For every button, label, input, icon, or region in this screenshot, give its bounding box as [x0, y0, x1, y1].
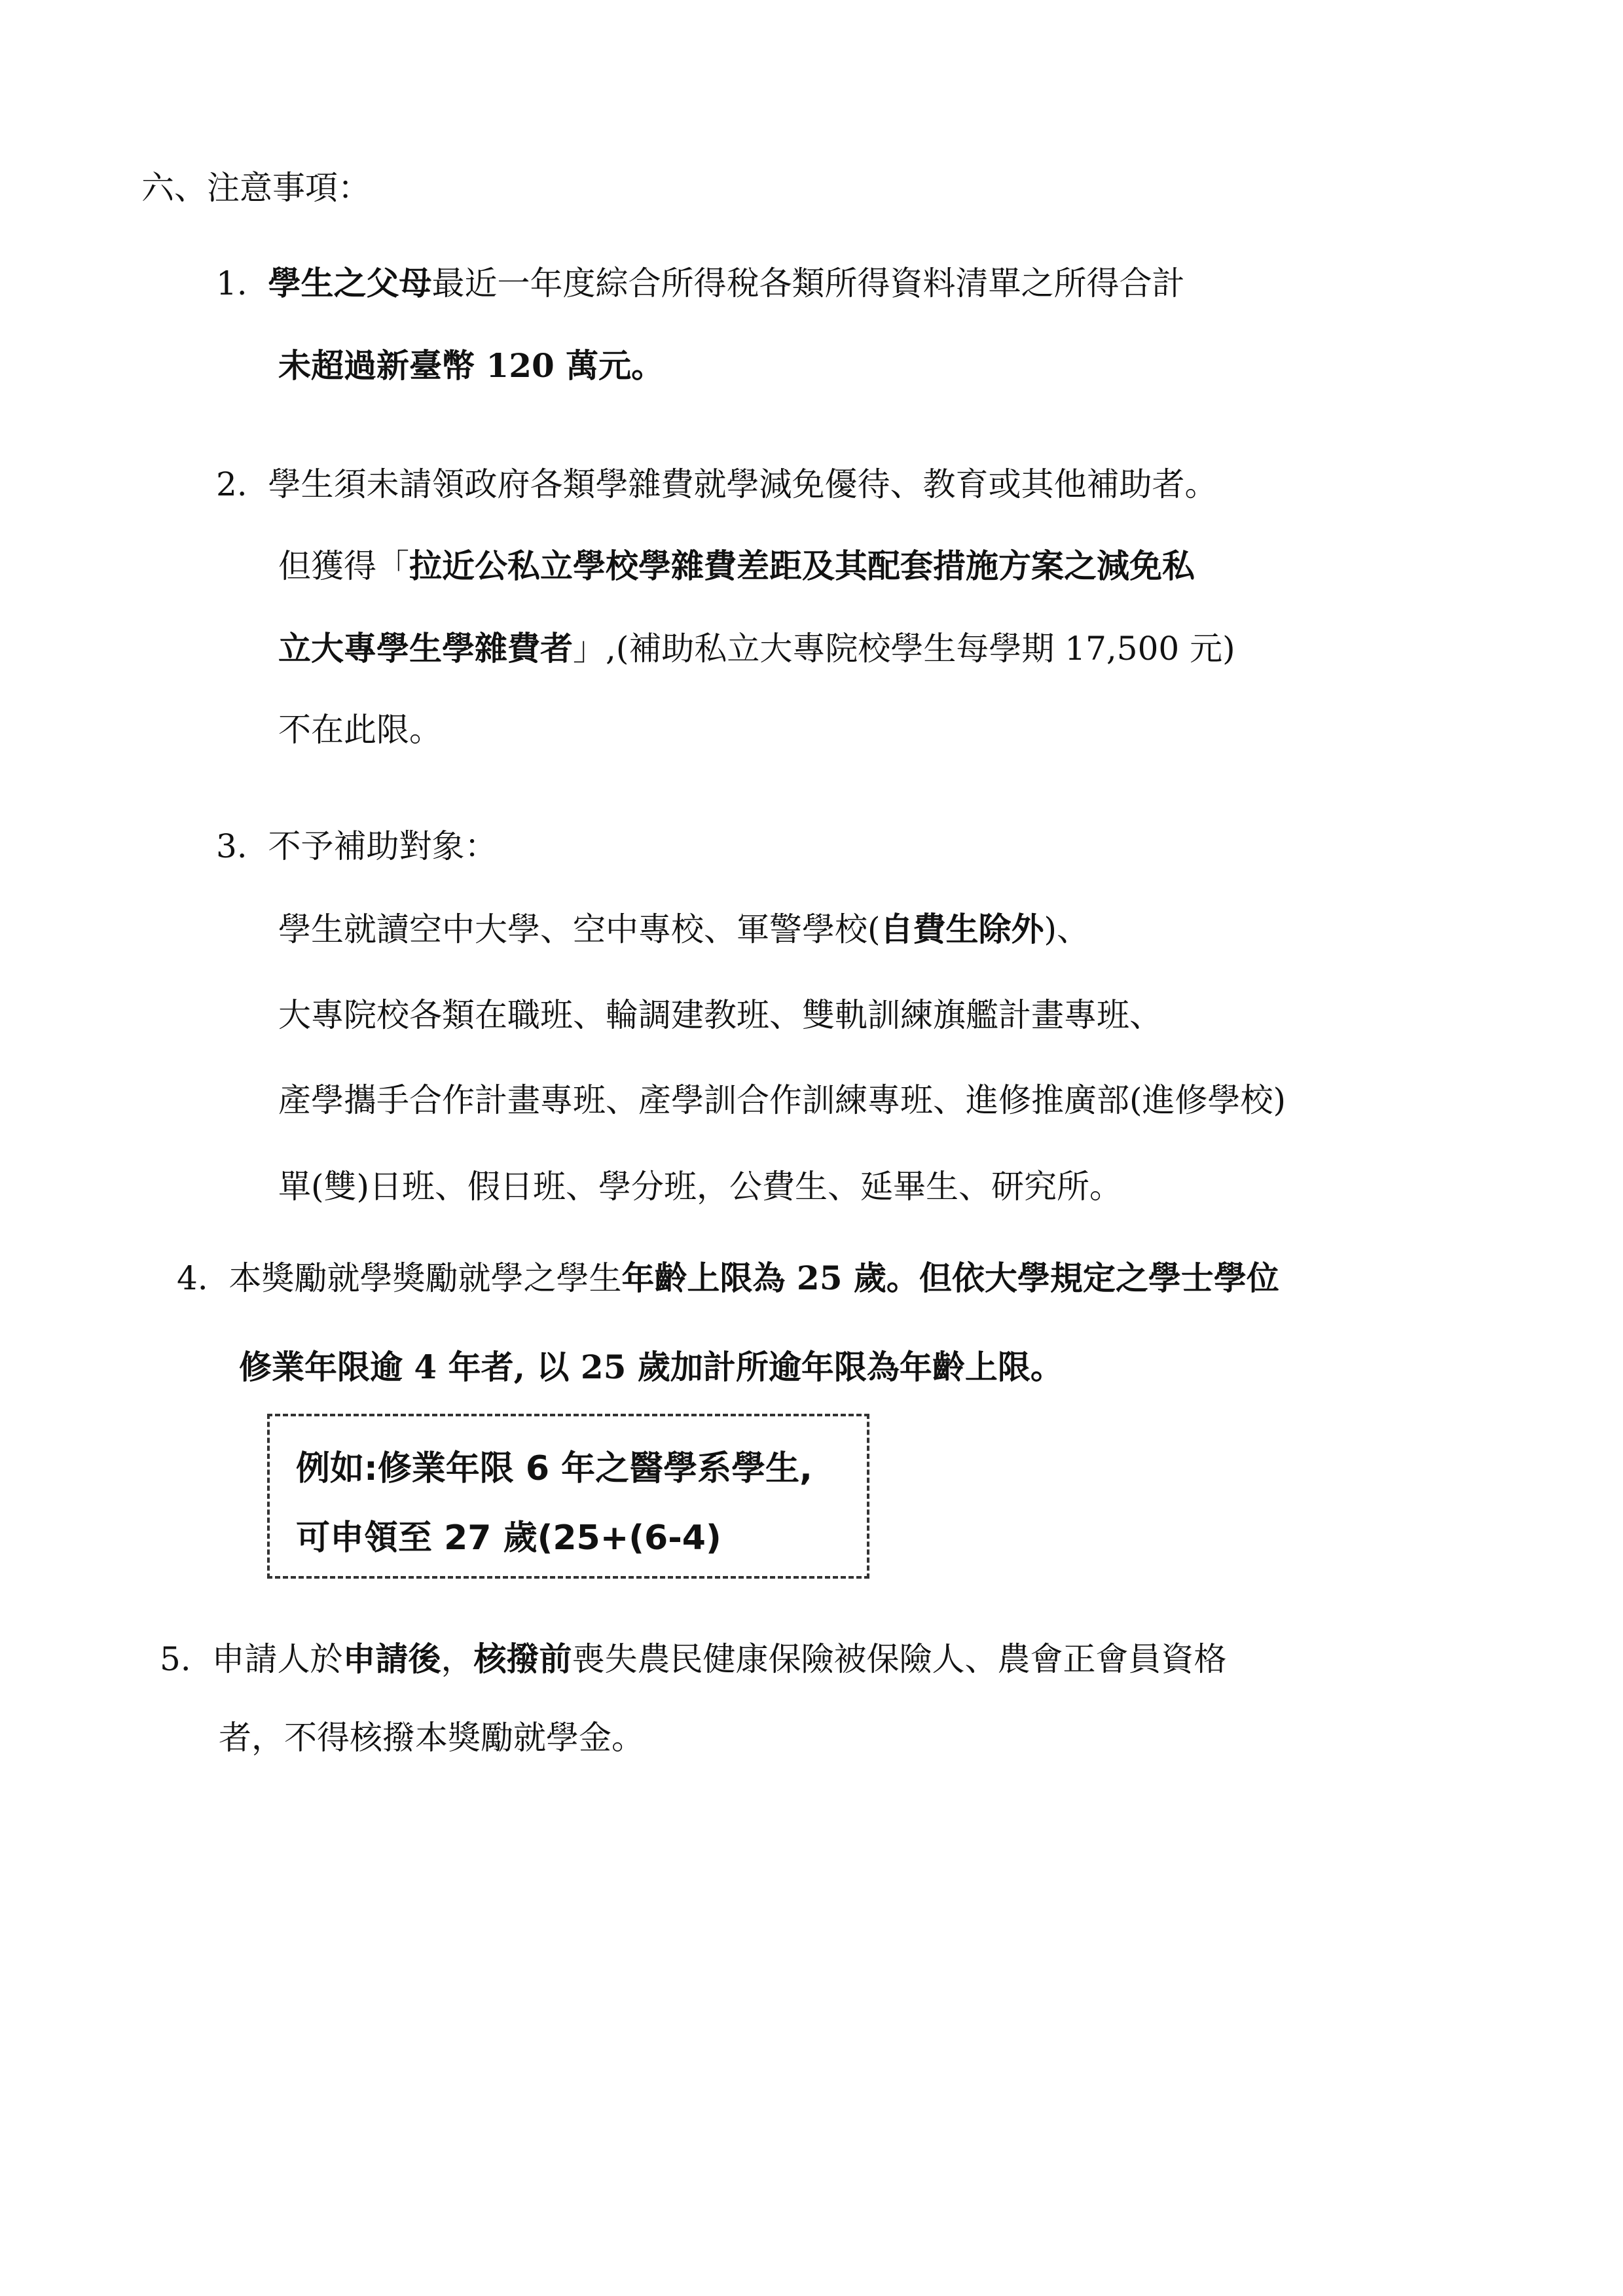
item-5-text: 申請人於	[211, 1640, 343, 1678]
item-5-line-2: 者，不得核撥本獎勵就學金。	[219, 1719, 644, 1757]
item-3-text: 學生就讀空中大學、空中專校、軍警學校(	[278, 910, 881, 948]
item-3-line-1	[216, 827, 498, 865]
item-number: 4.	[177, 1259, 208, 1297]
item-3-bold-text: 自費生除外	[880, 910, 1044, 948]
section-heading: 六、注意事項：	[141, 169, 371, 207]
item-2-bold-text: 拉近公私立學校學雜費差距及其配套措施方案之減免私	[409, 547, 1195, 585]
item-2-line-1	[216, 465, 1218, 503]
example-line-1: 例如:修業年限 6 年之醫學系學生,	[296, 1449, 812, 1488]
item-3-text: )、	[1044, 910, 1090, 948]
item-2-text: 」,(補助私立大專院校學生每學期 17,500 元)	[573, 630, 1235, 668]
item-3-text: 不予補助對象：	[268, 827, 498, 865]
item-2-text: 但獲得「	[278, 547, 409, 585]
item-number: 2.	[216, 465, 247, 503]
item-2-line-2	[278, 547, 1195, 585]
item-number: 1.	[216, 264, 247, 302]
item-5-text: ，	[441, 1640, 474, 1678]
item-number: 5.	[160, 1640, 191, 1678]
item-5-bold-text: 核撥前	[473, 1640, 572, 1678]
item-4-text: 本獎勵就學獎勵就學之學生	[228, 1259, 622, 1297]
item-1-text: 最近一年度綜合所得稅各類所得資料清單之所得合計	[431, 264, 1185, 302]
item-2-line-4: 不在此限。	[278, 711, 442, 749]
item-3-line-4: 產學攜手合作計畫專班、產學訓合作訓練專班、進修推廣部(進修學校)	[278, 1081, 1286, 1119]
item-1-line-1	[216, 264, 1185, 302]
item-3-line-5: 單(雙)日班、假日班、學分班，公費生、延畢生、研究所。	[278, 1168, 1123, 1206]
item-2-text: 學生須未請領政府各類學雜費就學減免優待、教育或其他補助者。	[268, 465, 1218, 503]
item-5-bold-text: 申請後	[342, 1640, 441, 1678]
item-3-line-2	[278, 910, 1090, 948]
example-box	[267, 1414, 869, 1579]
item-2-bold-text: 立大專學生學雜費者	[278, 629, 573, 668]
item-1-line-2: 未超過新臺幣 120 萬元。	[278, 346, 665, 385]
item-3-line-3: 大專院校各類在職班、輪調建教班、雙軌訓練旗艦計畫專班、	[278, 996, 1162, 1034]
item-number: 3.	[216, 827, 247, 865]
item-4-line-2: 修業年限逾 4 年者, 以 25 歲加計所逾年限為年齡上限。	[239, 1348, 1063, 1386]
item-5-line-1	[160, 1640, 1227, 1678]
item-2-line-3	[278, 629, 1235, 668]
example-line-2: 可申領至 27 歲(25+(6-4)	[296, 1518, 721, 1558]
item-5-text: 喪失農民健康保險被保險人、農會正會員資格	[572, 1640, 1227, 1678]
item-4-bold-text: 年齡上限為 25 歲。但依大學規定之學士學位	[621, 1259, 1279, 1297]
item-4-line-1	[177, 1259, 1279, 1297]
item-1-bold-text: 學生之父母	[268, 264, 432, 302]
